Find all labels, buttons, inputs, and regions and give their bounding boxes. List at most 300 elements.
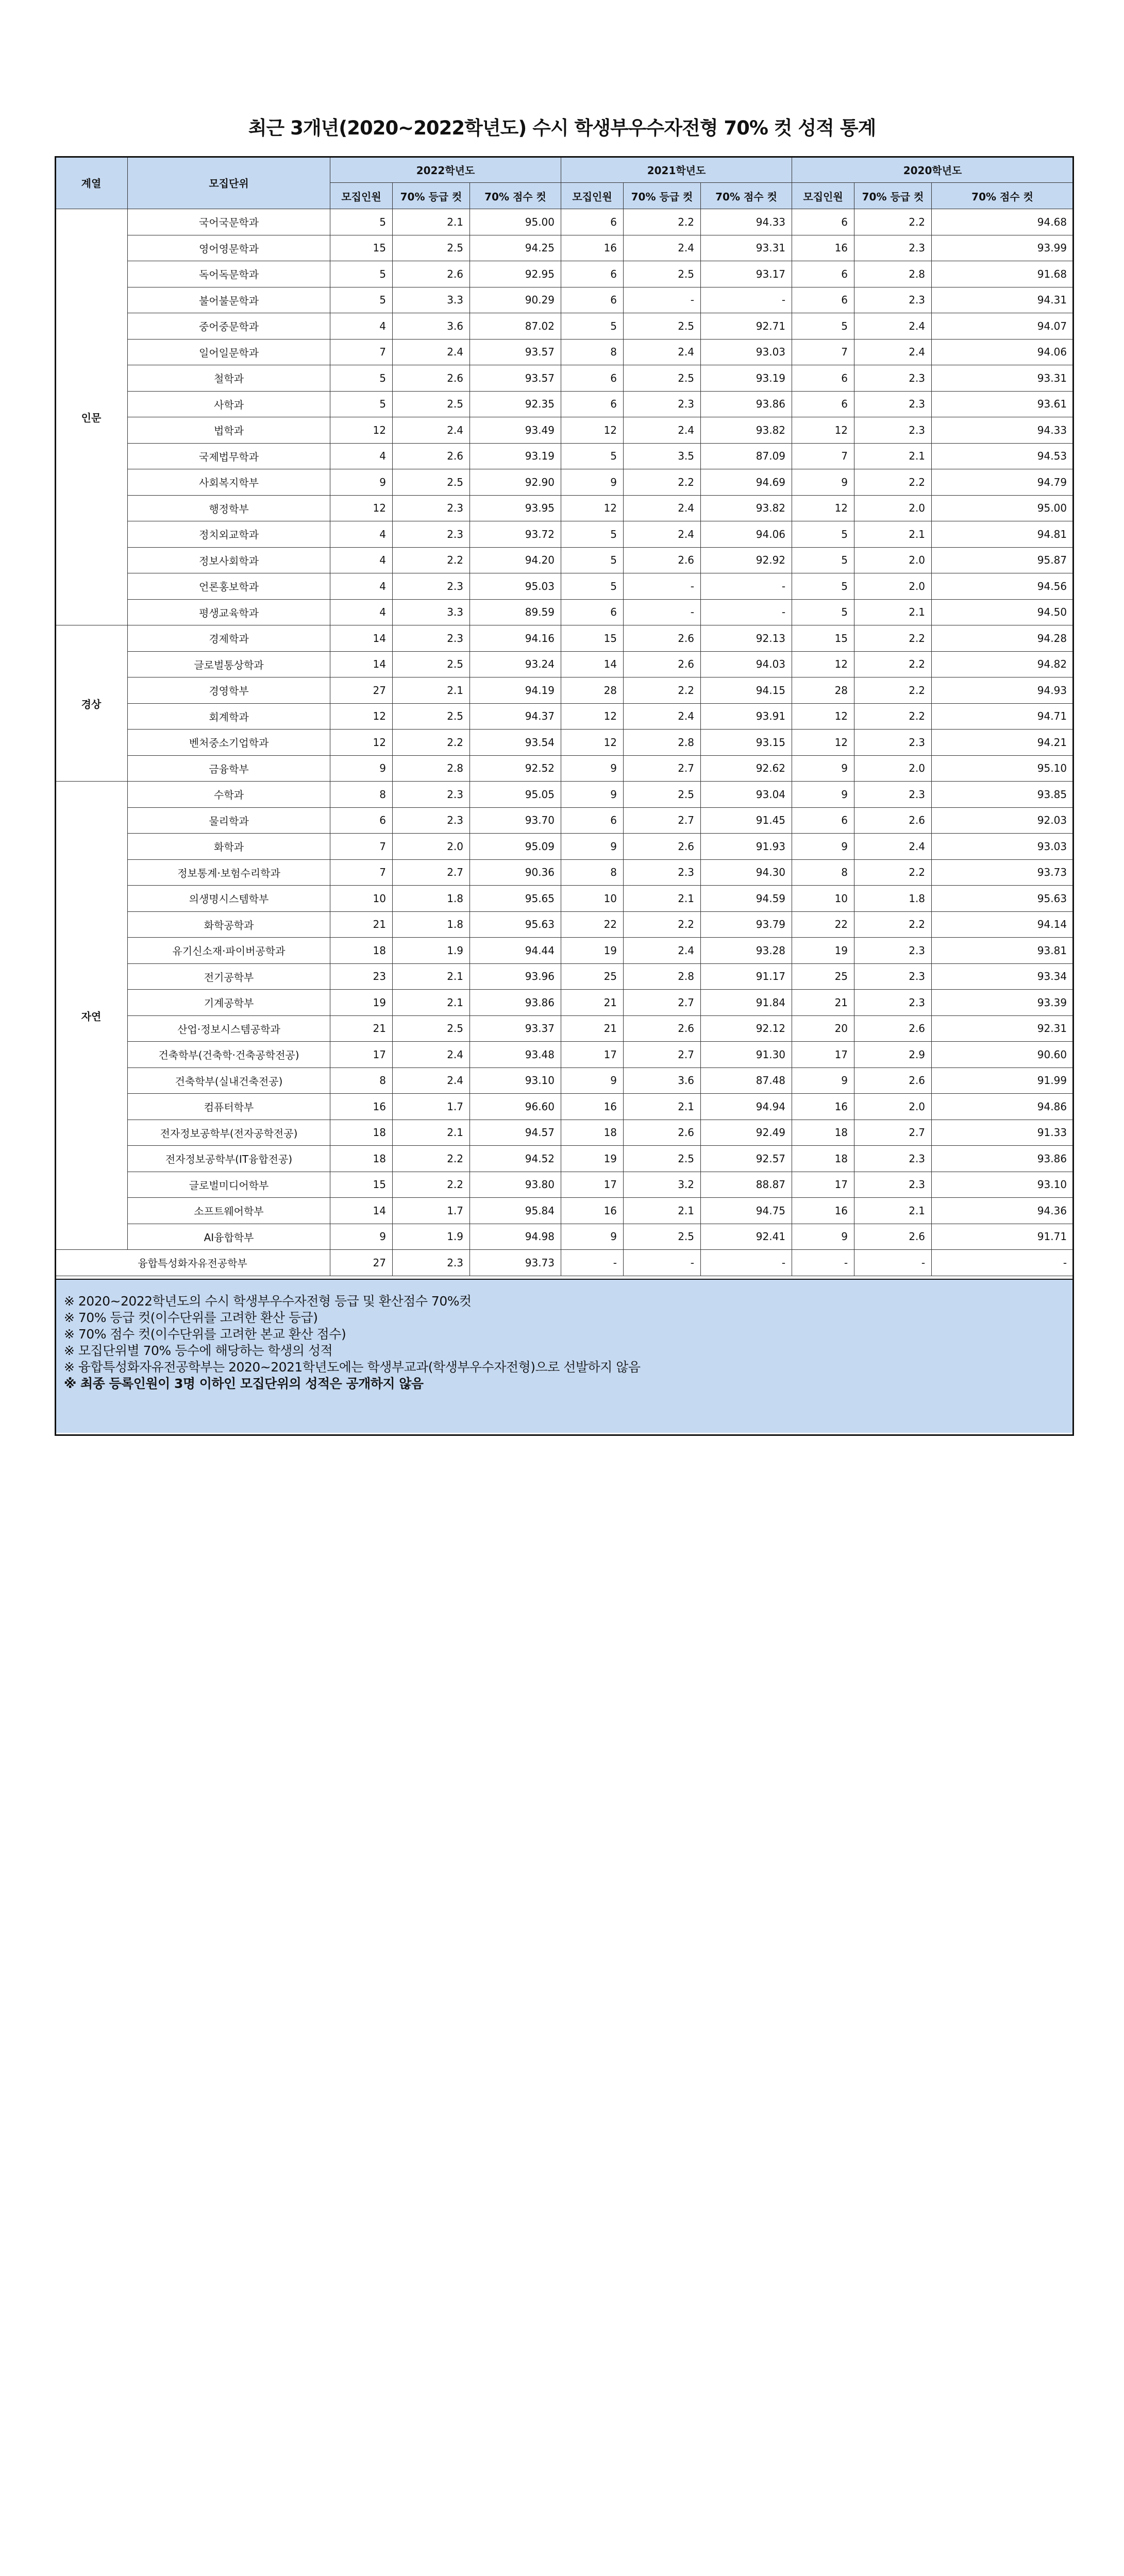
table-cell: 2.6 — [624, 834, 701, 860]
table-row — [55, 938, 1073, 964]
table-cell: 2.6 — [854, 1015, 932, 1042]
table-cell: 4 — [330, 443, 393, 469]
table-cell: 7 — [330, 859, 393, 886]
table-cell: 91.93 — [701, 834, 792, 860]
table-cell: 94.86 — [932, 1094, 1073, 1120]
table-cell: 93.85 — [932, 782, 1073, 808]
table-cell: 6 — [792, 391, 854, 417]
table-cell: 2.4 — [854, 313, 932, 340]
table-cell: 2.1 — [624, 1094, 701, 1120]
table-cell: 94.56 — [932, 573, 1073, 600]
table-cell: 17 — [561, 1042, 624, 1068]
table-cell: 2.2 — [624, 911, 701, 938]
table-row — [55, 755, 1073, 782]
unit-name: 국제법무학과 — [128, 443, 330, 469]
table-cell: 2.5 — [624, 313, 701, 340]
table-cell: 2.2 — [854, 859, 932, 886]
table-cell: 95.65 — [470, 886, 561, 912]
table-cell: 18 — [330, 1146, 393, 1172]
table-cell: 9 — [561, 834, 624, 860]
table-cell: 5 — [561, 573, 624, 600]
header-year: 2022학년도 — [330, 157, 561, 183]
header-sub: 70% 등급 컷 — [624, 183, 701, 209]
table-cell: 2.9 — [854, 1042, 932, 1068]
table-cell: 94.44 — [470, 938, 561, 964]
table-cell: 2.0 — [854, 573, 932, 600]
table-cell: 2.6 — [624, 1120, 701, 1146]
table-cell: 2.6 — [393, 443, 470, 469]
table-cell: 7 — [792, 443, 854, 469]
table-cell: 2.3 — [854, 730, 932, 756]
table-cell: 2.2 — [854, 677, 932, 704]
table-cell: 94.33 — [701, 209, 792, 235]
unit-name: 독어독문학과 — [128, 261, 330, 287]
table-cell: 93.61 — [932, 391, 1073, 417]
table-row — [55, 209, 1073, 235]
table-cell: 5 — [330, 261, 393, 287]
page-title: 최근 3개년(2020~2022학년도) 수시 학생부우수자전형 70% 컷 성적 통계 — [248, 117, 876, 139]
table-cell: 87.48 — [701, 1067, 792, 1094]
table-cell: 2.3 — [854, 963, 932, 990]
table-row — [55, 859, 1073, 886]
table-row — [55, 1094, 1073, 1120]
table-cell: 96.60 — [470, 1094, 561, 1120]
table-cell: 94.50 — [932, 599, 1073, 625]
table-cell: 5 — [561, 547, 624, 573]
table-row — [55, 573, 1073, 600]
table-cell: 93.86 — [932, 1146, 1073, 1172]
table-cell: 2.8 — [854, 261, 932, 287]
table-cell: 10 — [561, 886, 624, 912]
table-cell: 94.68 — [932, 209, 1073, 235]
table-row — [55, 963, 1073, 990]
table-row — [55, 703, 1073, 730]
note-item: ※ 2020~2022학년도의 수시 학생부우수자전형 등급 및 환산점수 70%컷 — [64, 1294, 472, 1309]
unit-name: 불어불문학과 — [128, 287, 330, 313]
table-cell: 94.30 — [701, 859, 792, 886]
table-cell: 5 — [330, 391, 393, 417]
table-cell: 9 — [792, 1224, 854, 1250]
table-row — [55, 391, 1073, 417]
unit-name: 산업·정보시스템공학과 — [128, 1015, 330, 1042]
table-cell: 2.3 — [393, 1250, 470, 1276]
table-cell: 14 — [330, 1198, 393, 1224]
table-cell: 94.03 — [701, 651, 792, 677]
table-cell: 3.6 — [393, 313, 470, 340]
table-cell: 92.13 — [701, 625, 792, 652]
table-cell: 8 — [330, 782, 393, 808]
table-cell: 92.92 — [701, 547, 792, 573]
table-cell: 95.63 — [470, 911, 561, 938]
table-cell: 2.4 — [393, 1042, 470, 1068]
table-cell: - — [624, 1250, 701, 1276]
table-row — [55, 1042, 1073, 1068]
table-cell: 95.87 — [932, 547, 1073, 573]
table-cell: 8 — [330, 1067, 393, 1094]
header-sub: 70% 점수 컷 — [932, 183, 1073, 209]
table-cell: 2.5 — [624, 1224, 701, 1250]
table-cell: 12 — [330, 703, 393, 730]
table-cell: 94.57 — [470, 1120, 561, 1146]
table-cell: 2.7 — [854, 1120, 932, 1146]
table-cell: 91.33 — [932, 1120, 1073, 1146]
table-cell: 6 — [561, 391, 624, 417]
table-cell: 91.30 — [701, 1042, 792, 1068]
table-cell: 25 — [561, 963, 624, 990]
table-row — [55, 834, 1073, 860]
table-cell: 9 — [792, 782, 854, 808]
table-cell: 2.3 — [854, 782, 932, 808]
table-cell: 4 — [330, 547, 393, 573]
table-cell: 23 — [330, 963, 393, 990]
table-cell: 5 — [792, 573, 854, 600]
table-cell: 2.1 — [854, 521, 932, 548]
table-row — [55, 1172, 1073, 1198]
table-cell: 1.9 — [393, 938, 470, 964]
table-cell: 95.10 — [932, 755, 1073, 782]
table-cell: 92.03 — [932, 807, 1073, 834]
score-table — [55, 156, 1073, 1276]
table-cell: 2.5 — [393, 235, 470, 261]
table-cell: 2.1 — [393, 209, 470, 235]
table-cell: 28 — [561, 677, 624, 704]
unit-name: 융합특성화자유전공학부 — [55, 1250, 330, 1276]
table-cell: 1.7 — [393, 1198, 470, 1224]
table-cell: 16 — [792, 1094, 854, 1120]
unit-name: 건축학부(실내건축전공) — [128, 1067, 330, 1094]
table-cell: 94.06 — [932, 339, 1073, 365]
table-cell: 95.63 — [932, 886, 1073, 912]
unit-name: 글로벌미디어학부 — [128, 1172, 330, 1198]
table-cell: 93.39 — [932, 990, 1073, 1016]
table-cell: 91.45 — [701, 807, 792, 834]
table-cell: 5 — [561, 443, 624, 469]
unit-name: 금융학부 — [128, 755, 330, 782]
table-cell: 12 — [792, 495, 854, 521]
table-cell: 2.2 — [854, 911, 932, 938]
table-cell: 2.3 — [854, 365, 932, 392]
table-cell: 2.7 — [624, 1042, 701, 1068]
table-cell: 93.57 — [470, 339, 561, 365]
unit-name: 물리학과 — [128, 807, 330, 834]
table-cell: 12 — [330, 495, 393, 521]
table-cell: 92.41 — [701, 1224, 792, 1250]
table-cell: 93.15 — [701, 730, 792, 756]
table-cell: 92.35 — [470, 391, 561, 417]
table-cell: 3.6 — [624, 1067, 701, 1094]
table-cell: 94.19 — [470, 677, 561, 704]
table-cell: 16 — [561, 1094, 624, 1120]
table-cell: - — [624, 599, 701, 625]
table-cell: 92.95 — [470, 261, 561, 287]
table-cell: 2.2 — [624, 677, 701, 704]
table-cell: 28 — [792, 677, 854, 704]
table-cell: 22 — [792, 911, 854, 938]
table-cell: 95.84 — [470, 1198, 561, 1224]
table-cell: 93.91 — [701, 703, 792, 730]
table-cell: 95.03 — [470, 573, 561, 600]
notes-list — [64, 1293, 641, 1392]
table-cell: 2.2 — [854, 651, 932, 677]
table-cell: 95.05 — [470, 782, 561, 808]
table-cell: 7 — [792, 339, 854, 365]
table-cell: 2.3 — [854, 235, 932, 261]
table-cell: 25 — [792, 963, 854, 990]
table-cell: 87.09 — [701, 443, 792, 469]
table-cell: 94.52 — [470, 1146, 561, 1172]
table-cell: 93.72 — [470, 521, 561, 548]
table-cell: 5 — [330, 287, 393, 313]
table-cell: 88.87 — [701, 1172, 792, 1198]
header-sub: 70% 점수 컷 — [701, 183, 792, 209]
table-cell: 94.75 — [701, 1198, 792, 1224]
table-cell: 10 — [792, 886, 854, 912]
table-cell: 2.4 — [393, 417, 470, 444]
table-cell: 6 — [561, 807, 624, 834]
table-cell: 17 — [792, 1172, 854, 1198]
table-cell: 94.15 — [701, 677, 792, 704]
note-item: ※ 70% 점수 컷(이수단위를 고려한 본교 환산 점수) — [64, 1327, 346, 1342]
table-cell: 2.3 — [393, 573, 470, 600]
table-cell: 93.82 — [701, 495, 792, 521]
table-row — [55, 495, 1073, 521]
table-cell: 2.6 — [624, 1015, 701, 1042]
table-cell: 2.3 — [624, 859, 701, 886]
table-cell: 2.4 — [624, 938, 701, 964]
table-cell: 2.1 — [624, 886, 701, 912]
table-row — [55, 443, 1073, 469]
table-row — [55, 339, 1073, 365]
table-cell: 93.57 — [470, 365, 561, 392]
table-cell: 19 — [561, 1146, 624, 1172]
table-cell: 2.2 — [854, 703, 932, 730]
table-cell: 93.31 — [701, 235, 792, 261]
unit-name: 벤처중소기업학과 — [128, 730, 330, 756]
table-cell: 1.8 — [393, 911, 470, 938]
unit-name: 기계공학부 — [128, 990, 330, 1016]
table-cell: 27 — [330, 1250, 393, 1276]
table-cell: 2.1 — [393, 677, 470, 704]
table-row — [55, 313, 1073, 340]
table-cell: 93.04 — [701, 782, 792, 808]
table-cell: 18 — [792, 1120, 854, 1146]
table-cell: 9 — [561, 1224, 624, 1250]
unit-name: 국어국문학과 — [128, 209, 330, 235]
table-cell: 8 — [792, 859, 854, 886]
table-cell: 2.2 — [393, 1172, 470, 1198]
unit-name: 전자정보공학부(IT융합전공) — [128, 1146, 330, 1172]
table-row — [55, 287, 1073, 313]
table-cell: 91.84 — [701, 990, 792, 1016]
unit-name: 전기공학부 — [128, 963, 330, 990]
table-cell: 2.0 — [854, 1094, 932, 1120]
table-cell: 94.28 — [932, 625, 1073, 652]
table-cell: 94.07 — [932, 313, 1073, 340]
table-cell: 95.09 — [470, 834, 561, 860]
table-cell: 93.28 — [701, 938, 792, 964]
table-row-extra — [55, 1250, 1073, 1276]
table-row — [55, 651, 1073, 677]
table-cell: 6 — [792, 209, 854, 235]
table-row — [55, 521, 1073, 548]
table-cell: - — [792, 1250, 854, 1276]
table-cell: 6 — [561, 365, 624, 392]
table-cell: 2.2 — [854, 469, 932, 496]
table-cell: 94.98 — [470, 1224, 561, 1250]
header-unit: 모집단위 — [128, 157, 330, 209]
table-body — [55, 209, 1073, 1276]
unit-name: 글로벌통상학과 — [128, 651, 330, 677]
unit-name: 경영학부 — [128, 677, 330, 704]
notes-box — [55, 1279, 1073, 1433]
table-cell: 2.3 — [854, 938, 932, 964]
table-cell: 93.37 — [470, 1015, 561, 1042]
table-row — [55, 886, 1073, 912]
table-cell: 9 — [561, 755, 624, 782]
table-cell: 2.3 — [854, 990, 932, 1016]
table-cell: 93.95 — [470, 495, 561, 521]
table-cell: 2.1 — [854, 1198, 932, 1224]
table-cell: 93.86 — [470, 990, 561, 1016]
header-sub: 모집인원 — [792, 183, 854, 209]
table-cell: 92.12 — [701, 1015, 792, 1042]
table-cell: 7 — [330, 834, 393, 860]
table-cell: 90.36 — [470, 859, 561, 886]
table-cell: 2.5 — [393, 1015, 470, 1042]
table-cell: 93.54 — [470, 730, 561, 756]
table-cell: 2.2 — [393, 547, 470, 573]
table-cell: 95.00 — [932, 495, 1073, 521]
table-cell: 94.36 — [932, 1198, 1073, 1224]
table-cell: 92.31 — [932, 1015, 1073, 1042]
table-cell: 2.0 — [854, 495, 932, 521]
table-cell: 93.34 — [932, 963, 1073, 990]
unit-name: 사학과 — [128, 391, 330, 417]
table-cell: 10 — [330, 886, 393, 912]
table-cell: 2.2 — [393, 1146, 470, 1172]
table-cell: 12 — [561, 495, 624, 521]
table-cell: 2.3 — [393, 495, 470, 521]
table-cell: 93.49 — [470, 417, 561, 444]
table-cell: 1.8 — [393, 886, 470, 912]
unit-name: 정치외교학과 — [128, 521, 330, 548]
table-cell: 6 — [561, 287, 624, 313]
table-cell: 2.5 — [393, 391, 470, 417]
table-row — [55, 990, 1073, 1016]
table-row — [55, 730, 1073, 756]
table-cell: 6 — [561, 599, 624, 625]
table-row — [55, 1015, 1073, 1042]
table-cell: 94.20 — [470, 547, 561, 573]
table-cell: 2.5 — [393, 703, 470, 730]
table-cell: 94.59 — [701, 886, 792, 912]
table-cell: 12 — [561, 730, 624, 756]
note-item: ※ 융합특성화자유전공학부는 2020~2021학년도에는 학생부교과(학생부우수자전형)으로 선발하지 않음 — [64, 1360, 641, 1375]
table-cell: 90.29 — [470, 287, 561, 313]
unit-name: 화학공학과 — [128, 911, 330, 938]
table-cell: 9 — [330, 755, 393, 782]
unit-name: 평생교육학과 — [128, 599, 330, 625]
table-row — [55, 1198, 1073, 1224]
table-cell: 2.4 — [854, 339, 932, 365]
table-row — [55, 911, 1073, 938]
table-cell: 2.6 — [393, 365, 470, 392]
table-cell: 2.1 — [624, 1198, 701, 1224]
table-cell: 92.52 — [470, 755, 561, 782]
table-cell: 9 — [561, 782, 624, 808]
table-cell: 5 — [561, 521, 624, 548]
group-label: 자연 — [55, 782, 128, 1250]
table-cell: 2.4 — [393, 339, 470, 365]
unit-name: 영어영문학과 — [128, 235, 330, 261]
table-cell: 2.4 — [393, 1067, 470, 1094]
unit-name: 중어중문학과 — [128, 313, 330, 340]
table-cell: 21 — [561, 990, 624, 1016]
table-cell: 5 — [792, 521, 854, 548]
table-cell: 93.03 — [701, 339, 792, 365]
table-row — [55, 807, 1073, 834]
table-cell: 12 — [330, 730, 393, 756]
table-cell: 2.2 — [854, 209, 932, 235]
table-row — [55, 599, 1073, 625]
table-row — [55, 1224, 1073, 1250]
table-cell: 94.37 — [470, 703, 561, 730]
table-cell: 14 — [330, 651, 393, 677]
table-cell: - — [701, 287, 792, 313]
table-cell: 5 — [561, 313, 624, 340]
group-label: 경상 — [55, 625, 128, 782]
table-cell: 9 — [792, 755, 854, 782]
table-cell: - — [854, 1250, 932, 1276]
unit-name: 화학과 — [128, 834, 330, 860]
table-row — [55, 677, 1073, 704]
table-cell: 12 — [561, 417, 624, 444]
table-cell: 17 — [561, 1172, 624, 1198]
table-cell: 2.8 — [624, 730, 701, 756]
table-row — [55, 1120, 1073, 1146]
table-cell: 91.17 — [701, 963, 792, 990]
table-cell: 93.48 — [470, 1042, 561, 1068]
table-cell: 2.6 — [854, 1067, 932, 1094]
table-cell: 93.86 — [701, 391, 792, 417]
table-cell: 19 — [330, 990, 393, 1016]
table-cell: 2.4 — [624, 235, 701, 261]
table-cell: 2.1 — [393, 990, 470, 1016]
table-cell: 93.73 — [470, 1250, 561, 1276]
header-sub: 모집인원 — [330, 183, 393, 209]
table-row — [55, 547, 1073, 573]
table-cell: 94.94 — [701, 1094, 792, 1120]
table-cell: 2.3 — [393, 782, 470, 808]
table-cell: 21 — [330, 911, 393, 938]
unit-name: 정보통계·보험수리학과 — [128, 859, 330, 886]
table-cell: 93.79 — [701, 911, 792, 938]
unit-name: 의생명시스템학부 — [128, 886, 330, 912]
table-cell: 2.3 — [393, 521, 470, 548]
note-item: ※ 모집단위별 70% 등수에 해당하는 학생의 성적 — [64, 1343, 333, 1358]
table-cell: 91.68 — [932, 261, 1073, 287]
table-cell: 3.3 — [393, 287, 470, 313]
unit-name: 철학과 — [128, 365, 330, 392]
table-cell: 2.2 — [624, 469, 701, 496]
unit-name: 일어일문학과 — [128, 339, 330, 365]
unit-name: 회계학과 — [128, 703, 330, 730]
table-cell: 94.31 — [932, 287, 1073, 313]
table-cell: 3.3 — [393, 599, 470, 625]
table-cell: 15 — [330, 1172, 393, 1198]
unit-name: AI융합학부 — [128, 1224, 330, 1250]
table-cell: 2.7 — [624, 755, 701, 782]
